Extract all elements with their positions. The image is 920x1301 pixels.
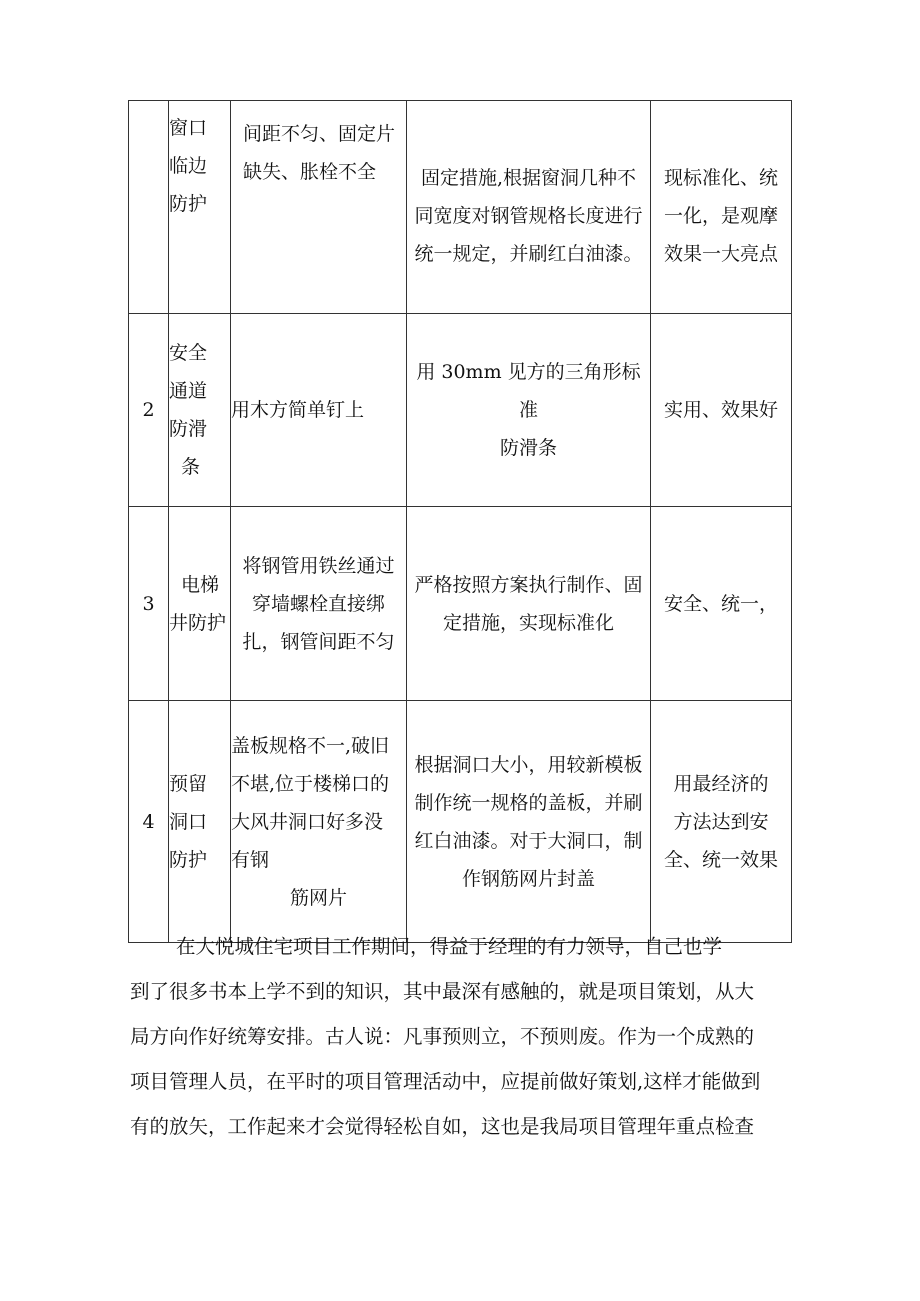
table-row	[129, 507, 792, 701]
measure-cell: 固定措施,根据窗洞几种不 同宽度对钢管规格长度进行 统一规定，并刷红白油漆。	[407, 101, 651, 314]
row-number: 2	[129, 314, 169, 507]
effect-cell: 现标准化、统 一化，是观摩 效果一大亮点	[651, 101, 792, 314]
problem-cell: 间距不匀、固定片 缺失、胀栓不全	[231, 101, 407, 314]
row-number	[129, 101, 169, 314]
paragraph-line: 项目管理人员，在平时的项目管理活动中，应提前做好策划,这样才能做到	[130, 1070, 761, 1093]
item-cell: 窗口 临边 防护	[169, 101, 231, 314]
body-paragraph	[130, 924, 790, 1149]
table-row	[129, 101, 792, 314]
problem-cell: 将钢管用铁丝通过 穿墙螺栓直接绑 扎，钢管间距不匀	[231, 507, 407, 701]
item-cell: 预留 洞口 防护	[169, 701, 231, 943]
paragraph-line: 有的放矢，工作起来才会觉得轻松自如，这也是我局项目管理年重点检查	[130, 1115, 755, 1138]
effect-cell: 安全、统一，	[651, 507, 792, 701]
effect-cell: 实用、效果好	[651, 314, 792, 507]
paragraph-line: 到了很多书本上学不到的知识，其中最深有感触的，就是项目策划，从大	[130, 980, 755, 1003]
measure-cell: 根据洞口大小，用较新模板 制作统一规格的盖板，并刷 红白油漆。对于大洞口，制 作钢筋网片封盖	[407, 701, 651, 943]
paragraph-line: 局方向作好统筹安排。古人说：凡事预则立，不预则废。作为一个成熟的	[130, 1025, 755, 1048]
paragraph-line: 在大悦城住宅项目工作期间，得益于经理的有力领导，自己也学	[176, 935, 723, 958]
measure-cell: 严格按照方案执行制作、固 定措施，实现标准化	[407, 507, 651, 701]
safety-measures-table	[128, 100, 792, 943]
table-row	[129, 701, 792, 943]
effect-cell: 用最经济的 方法达到安 全、统一效果	[651, 701, 792, 943]
row-number: 3	[129, 507, 169, 701]
item-cell: 安全 通道 防滑 条	[169, 314, 231, 507]
table-row	[129, 314, 792, 507]
problem-cell: 用木方简单钉上	[231, 314, 407, 507]
problem-cell: 盖板规格不一,破旧 不堪,位于楼梯口的 大风井洞口好多没 有钢 筋网片	[231, 701, 407, 943]
item-cell: 电梯 井防护	[169, 507, 231, 701]
row-number: 4	[129, 701, 169, 943]
measure-cell: 用 30mm 见方的三角形标 准 防滑条	[407, 314, 651, 507]
